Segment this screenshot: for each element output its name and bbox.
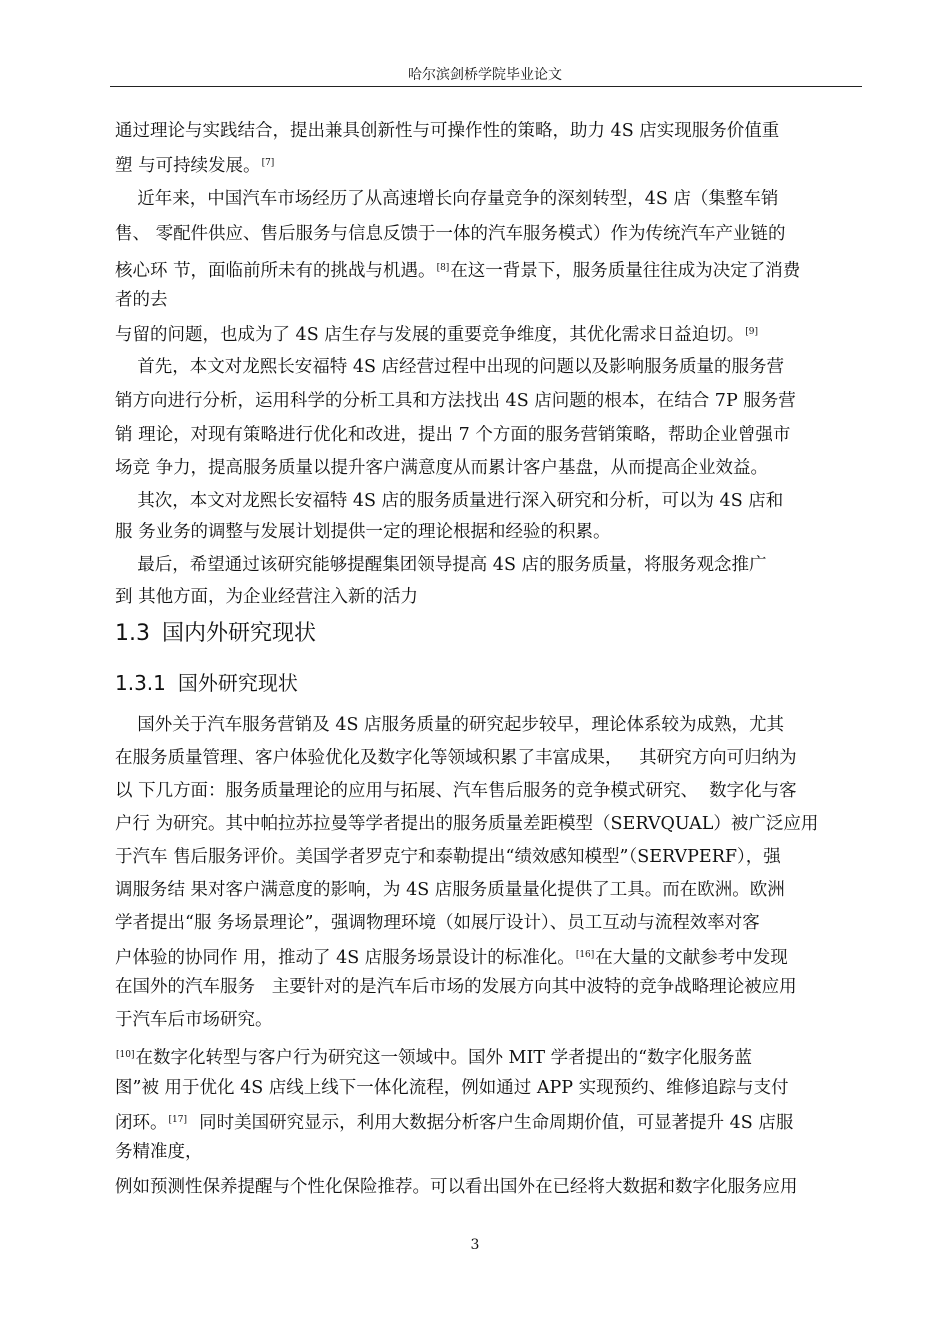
section-number: 1.3 <box>115 621 150 646</box>
text-line <box>115 121 875 141</box>
line-text: 学者提出“服 务场景理论”，强调物理环境（如展厅设计）、员工互动与流程效率对客 <box>115 913 760 933</box>
text-line <box>115 977 875 997</box>
text-line <box>115 522 875 542</box>
line-text: 售、 零配件供应、售后服务与信息反馈于一体的汽车服务模式）作为传统汽车产业链的 <box>115 224 786 244</box>
line-text: 调服务结 果对客户满意度的影响，为 4S 店服务质量量化提供了工具。而在欧洲。欧洲 <box>115 880 785 900</box>
citation-ref: [16] <box>575 950 595 960</box>
line-text: 务精准度， <box>115 1142 203 1162</box>
line-text: 图”被 用于优化 4S 店线上线下一体化流程，例如通过 APP 实现预约、维修追踪与支付 <box>115 1078 789 1098</box>
text-line <box>115 1010 875 1030</box>
section-heading <box>115 620 316 648</box>
line-text: 在国外的汽车服务 主要针对的是汽车后市场的发展方向其中波特的竞争战略理论被应用 <box>115 977 797 997</box>
line-text: 核心环 节，面临前所未有的挑战与机遇。 <box>115 261 436 281</box>
line-text-after: 在大量的文献参考中发现 <box>595 948 788 968</box>
line-text: 近年来，中国汽车市场经历了从高速增长向存量竞争的深刻转型，4S 店（集整车销 <box>115 189 779 209</box>
text-line <box>115 322 875 345</box>
text-line <box>115 781 875 801</box>
text-line <box>115 1045 875 1068</box>
text-line <box>115 391 875 411</box>
section-title: 国内外研究现状 <box>162 621 317 646</box>
text-line <box>115 425 875 445</box>
text-line <box>115 1078 875 1098</box>
citation-ref: [9] <box>745 327 758 337</box>
text-line <box>115 491 875 511</box>
line-text: 户行 为研究。其中帕拉苏拉曼等学者提出的服务质量差距模型（SERVQUAL）被广泛应用 <box>115 814 819 834</box>
text-line <box>115 357 875 377</box>
citation-ref: [8] <box>436 263 450 273</box>
line-text: 闭环。 <box>115 1113 168 1133</box>
text-line <box>115 587 875 607</box>
text-line <box>115 258 875 281</box>
line-text: 与留的问题，也成为了 4S 店生存与发展的重要竞争维度，其优化需求日益迫切。 <box>115 325 745 345</box>
text-line <box>115 913 875 933</box>
citation-ref: [17] <box>168 1115 187 1125</box>
line-text: 到 其他方面，为企业经营注入新的活力 <box>115 587 419 607</box>
line-text: 销方向进行分析，运用科学的分析工具和方法找出 4S 店问题的根本，在结合 7P 服务营 <box>115 391 796 411</box>
line-text: 者的去 <box>115 290 168 310</box>
header-rule <box>110 86 862 87</box>
line-text: 在服务质量管理、客户体验优化及数字化等领域积累了丰富成果， 其研究方向可归纳为 <box>115 748 797 768</box>
line-text: 于汽车后市场研究。 <box>115 1010 273 1030</box>
text-line <box>115 847 875 867</box>
text-line <box>115 290 875 310</box>
text-line <box>115 814 875 834</box>
line-text: 塑 与可持续发展。 <box>115 156 261 176</box>
page-number: 3 <box>470 1237 480 1253</box>
line-text: 于汽车 售后服务评价。美国学者罗克宁和泰勒提出“绩效感知模型”（SERVPERF），强 <box>115 847 781 867</box>
text-line <box>115 880 875 900</box>
text-line <box>115 748 875 768</box>
text-line <box>115 224 875 244</box>
page-header: 哈尔滨剑桥学院毕业论文 <box>408 67 562 83</box>
text-line <box>115 1110 875 1133</box>
line-text: 其次，本文对龙熙长安福特 4S 店的服务质量进行深入研究和分析，可以为 4S 店和 <box>115 491 784 511</box>
text-line <box>115 715 875 735</box>
line-text-after: 在数字化转型与客户行为研究这一领域中。国外 MIT 学者提出的“数字化服务蓝 <box>135 1048 753 1068</box>
line-text: 国外关于汽车服务营销及 4S 店服务质量的研究起步较早，理论体系较为成熟，尤其 <box>115 715 784 735</box>
line-text: 最后，希望通过该研究能够提醒集团领导提高 4S 店的服务质量，将服务观念推广 <box>115 555 767 575</box>
line-text: 首先，本文对龙熙长安福特 4S 店经营过程中出现的问题以及影响服务质量的服务营 <box>115 357 784 377</box>
text-line <box>115 1142 875 1162</box>
line-text: 销 理论，对现有策略进行优化和改进，提出 7 个方面的服务营销策略，帮助企业曾强市 <box>115 425 791 445</box>
line-text: 服 务业务的调整与发展计划提供一定的理论根据和经验的积累。 <box>115 522 611 542</box>
text-line <box>115 555 875 575</box>
line-text-after: 同时美国研究显示，利用大数据分析客户生命周期价值，可显著提升 4S 店服 <box>187 1113 794 1133</box>
line-text-after: 在这一背景下，服务质量往往成为决定了消费 <box>450 261 801 281</box>
text-line <box>115 458 875 478</box>
subsection-title: 国外研究现状 <box>177 671 298 695</box>
subsection-number: 1.3.1 <box>115 671 166 695</box>
text-line <box>115 189 875 209</box>
text-line <box>115 153 875 176</box>
citation-ref: [10] <box>116 1050 135 1060</box>
line-text: 场竞 争力，提高服务质量以提升客户满意度从而累计客户基盘，从而提高企业效益。 <box>115 458 769 478</box>
line-text: 例如预测性保养提醒与个性化保险推荐。可以看出国外在已经将大数据和数字化服务应用 <box>115 1177 798 1197</box>
line-text: 户体验的协同作 用，推动了 4S 店服务场景设计的标准化。 <box>115 948 575 968</box>
line-text: 以 下几方面：服务质量理论的应用与拓展、汽车售后服务的竞争模式研究、 数字化与客 <box>115 781 797 801</box>
line-text: 通过理论与实践结合，提出兼具创新性与可操作性的策略，助力 4S 店实现服务价值重 <box>115 121 780 141</box>
text-line <box>115 1177 875 1197</box>
text-line <box>115 945 875 968</box>
citation-ref: [7] <box>261 158 275 168</box>
subsection-heading <box>115 670 298 696</box>
